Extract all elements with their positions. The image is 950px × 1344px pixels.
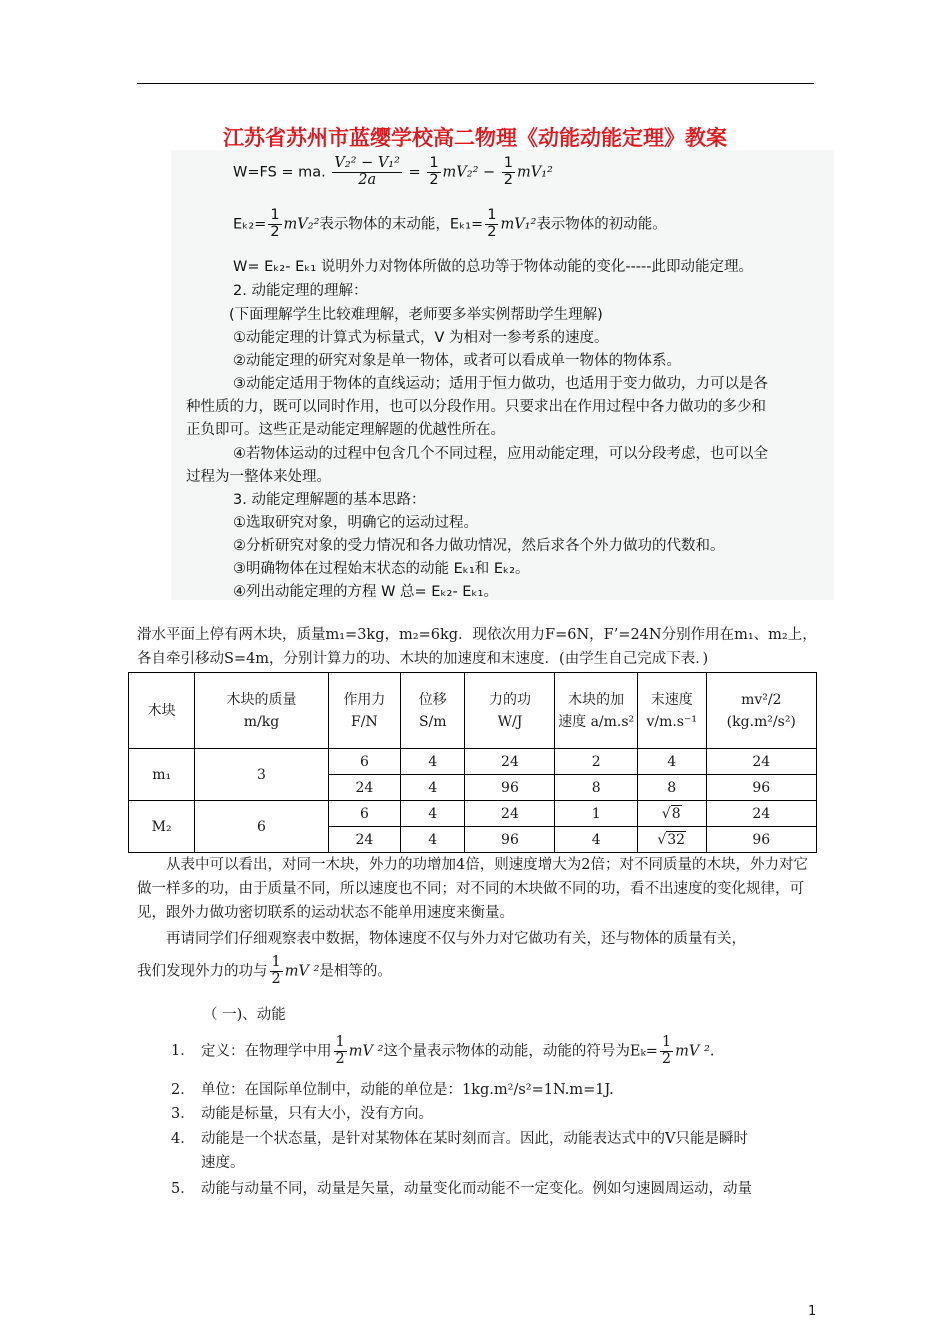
table-header-cell: 木块的加 速度 a/m.s²: [555, 673, 637, 749]
intro-paragraph: 滑水平面上停有两木块，质量m₁=3kg，m₂=6kg．现依次用力F=6N，F’=24N分别作用在m₁、m₂上，各自牵引移动S=4m，分别计算力的功、木块的加速度和末速度．(由学生自己完成下表．): [137, 627, 817, 667]
scan-line-14: ①选取研究对象，明确它的运动过程。: [233, 515, 478, 531]
section-heading: （ 一)、动能: [203, 1007, 286, 1023]
header-rule: [137, 83, 814, 84]
cell-velocity: [637, 801, 706, 827]
sqrt-symbol: √32: [657, 831, 686, 848]
cell-velocity: [637, 827, 706, 853]
list-item-scalar: 3． 动能是标量，只有大小，没有方向。: [171, 1106, 433, 1122]
cell-kinetic-energy: 96: [706, 827, 816, 853]
list-item-state-cont: 速度。: [201, 1155, 245, 1171]
formula-kinetic-energies: Eₖ₂= $\frac{1}{2}$ mV₂²表示物体的末动能，Eₖ₁= $\frac{1}{2}$ mV₁²表示物体的初动能。: [233, 207, 667, 240]
table-header-cell: 位移 S/m: [401, 673, 465, 749]
list-item-definition: 1． 定义：在物理学中用 $\frac{1}{2}$ mV ²这个量表示物体的动能，动能的符号为Eₖ= $\frac{1}{2}$ mV ².: [171, 1034, 715, 1067]
cell-acceleration: 1: [555, 801, 637, 827]
cell-displacement: 4: [401, 775, 465, 801]
cell-work: 96: [465, 827, 555, 853]
cell-kinetic-energy: 24: [706, 801, 816, 827]
page-number: 1: [808, 1304, 817, 1319]
cell-velocity: 8: [637, 775, 706, 801]
block-name: m₁: [129, 749, 195, 801]
list-item-state: 4． 动能是一个状态量，是针对某物体在某时刻而言。因此，动能表达式中的V只能是瞬时: [171, 1131, 748, 1147]
cell-force: 6: [328, 801, 400, 827]
table-header-cell: 木块: [129, 673, 195, 749]
list-item-momentum: 5． 动能与动量不同，动量是矢量，动量变化而动能不一定变化。例如匀速圆周运动，动量: [171, 1181, 752, 1197]
scan-line-6: ①动能定理的计算式为标量式，V 为相对一参考系的速度。: [233, 330, 609, 346]
block-mass: 6: [195, 801, 328, 853]
block-mass: 3: [195, 749, 328, 801]
cell-acceleration: 8: [555, 775, 637, 801]
paragraph-observe: 再请同学们仔细观察表中数据，物体速度不仅与外力对它做功有关，还与物体的质量有关，: [166, 931, 746, 947]
table-row: [129, 749, 817, 775]
cell-acceleration: 4: [555, 827, 637, 853]
scan-line-9: 种性质的力，既可以同时作用，也可以分段作用。只要求出在作用过程中各力做功的多少和: [186, 399, 766, 415]
paragraph-observe-cont: 我们发现外力的功与 $\frac{1}{2}$ mV ²是相等的。: [137, 954, 392, 987]
cell-displacement: 4: [401, 827, 465, 853]
table-header-cell: 末速度 v/m.s⁻¹: [637, 673, 706, 749]
table-row: [129, 801, 817, 827]
cell-force: 24: [328, 775, 400, 801]
table-header-cell: mv²/2 (kg.m²/s²): [706, 673, 816, 749]
scan-line-7: ②动能定理的研究对象是单一物体，或者可以看成单一物体的物体系。: [233, 353, 681, 369]
block-name: M₂: [129, 801, 195, 853]
list-item-unit: 2． 单位：在国际单位制中，动能的单位是：1kg.m²/s²=1N.m=1J.: [171, 1082, 614, 1098]
scan-line-3: W= Eₖ₂- Eₖ₁ 说明外力对物体所做的总功等于物体动能的变化-----此即动能定理。: [233, 259, 754, 275]
formula-work-derivation: W=FS = ma. $\frac{\text{V₂² − V₁²}}{2a}$ = $\frac{1}{2}$ mV₂² − $\frac{1}{2}$ mV₁²: [233, 155, 553, 188]
cell-work: 96: [465, 775, 555, 801]
scan-line-5: (下面理解学生比较难理解，老师要多举实例帮助学生理解): [229, 307, 603, 323]
cell-work: 24: [465, 749, 555, 775]
scan-line-4: 2. 动能定理的理解：: [233, 283, 368, 299]
scan-line-15: ②分析研究对象的受力情况和各力做功情况，然后求各个外力做功的代数和。: [233, 538, 725, 554]
scan-line-12: 过程为一整体来处理。: [186, 469, 331, 485]
cell-kinetic-energy: 96: [706, 775, 816, 801]
data-table: [128, 672, 817, 853]
scan-line-16: ③明确物体在过程始末状态的动能 Eₖ₁和 Eₖ₂。: [233, 561, 530, 577]
table-header-cell: 力的功 W/J: [465, 673, 555, 749]
cell-kinetic-energy: 24: [706, 749, 816, 775]
table-header-row: [129, 673, 817, 749]
scan-line-13: 3. 动能定理解题的基本思路：: [233, 492, 426, 508]
cell-force: 6: [328, 749, 400, 775]
cell-acceleration: 2: [555, 749, 637, 775]
cell-displacement: 4: [401, 801, 465, 827]
cell-displacement: 4: [401, 749, 465, 775]
cell-work: 24: [465, 801, 555, 827]
table-header-cell: 木块的质量 m/kg: [195, 673, 328, 749]
scanned-image-block: [171, 150, 834, 600]
paragraph-analysis: 从表中可以看出，对同一木块，外力的功增加4倍，则速度增大为2倍；对不同质量的木块，外力对它做一样多的功，由于质量不同，所以速度也不同；对不同的木块做不同的功，看不出速度的变化规律，可见，跟外力做功密切联系的运动状态不能单用速度来衡量。: [137, 857, 808, 921]
cell-force: 24: [328, 827, 400, 853]
scan-line-8: ③动能定适用于物体的直线运动；适用于恒力做功，也适用于变力做功，力可以是各: [233, 376, 768, 392]
scan-line-17: ④列出动能定理的方程 W 总= Eₖ₂- Eₖ₁。: [233, 584, 498, 600]
sqrt-symbol: √8: [661, 805, 681, 822]
scan-line-10: 正负即可。这些正是动能定理解题的优越性所在。: [186, 422, 505, 438]
scan-line-11: ④若物体运动的过程中包含几个不同过程，应用动能定理，可以分段考虑，也可以全: [233, 446, 768, 462]
page-title: 江苏省苏州市蓝缨学校高二物理《动能动能定理》教案: [223, 126, 727, 150]
table-header-cell: 作用力 F/N: [328, 673, 400, 749]
cell-velocity: 4: [637, 749, 706, 775]
